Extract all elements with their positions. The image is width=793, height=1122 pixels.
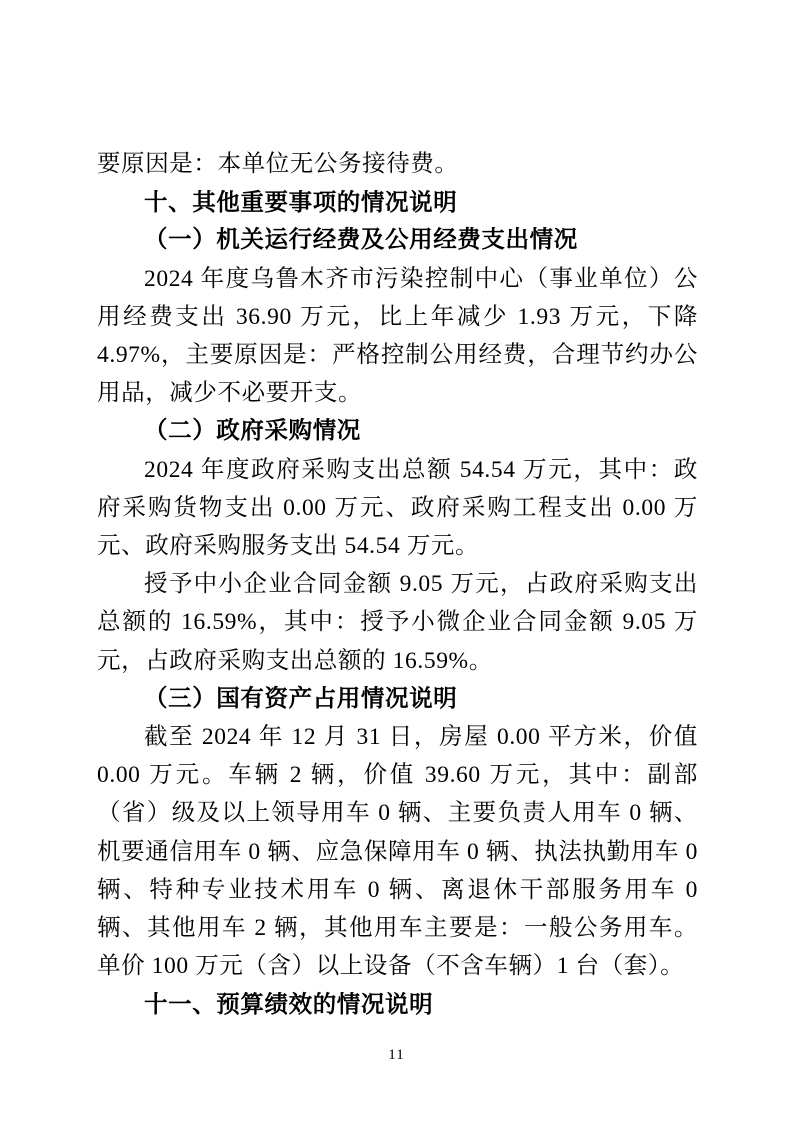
- paragraph-continuation: 要原因是：本单位无公务接待费。: [97, 151, 459, 177]
- paragraph-operating-expenses: 2024 年度乌鲁木齐市污染控制中心（事业单位）公用经费支出 36.90 万元，比上年减少 1.93 万元，下降 4.97%，主要原因是：严格控制公用经费，合理节约办公用品，减少不必要开支。: [97, 265, 698, 407]
- paragraph-state-assets: 截至 2024 年 12 月 31 日，房屋 0.00 平方米，价值 0.00 万元。车辆 2 辆，价值 39.60 万元，其中：副部（省）级及以上领导用车 0 辆、主要负责人用车 0 辆、机要通信用车 0 辆、应急保障用车 0 辆、执法执勤用车 0 辆、特种专业技术用车 0 辆、离退休干部服务用车 0 辆、其他用车 2 辆，其他用车主要是：一般公务用车。单价 100 万元（含）以上设备（不含车辆）1 台（套）。: [97, 724, 698, 980]
- subheading-agency-operating-expenses: （一）机关运行经费及公用经费支出情况: [144, 227, 578, 254]
- paragraph-procurement-total: 2024 年度政府采购支出总额 54.54 万元，其中：政府采购货物支出 0.00 万元、政府采购工程支出 0.00 万元、政府采购服务支出 54.54 万元。: [97, 456, 698, 560]
- heading-section-11: 十一、预算绩效的情况说明: [144, 991, 434, 1018]
- subheading-government-procurement: （二）政府采购情况: [144, 418, 361, 445]
- page-number: 11: [388, 1047, 405, 1063]
- document-body: [97, 145, 698, 1024]
- subheading-state-assets: （三）国有资产占用情况说明: [144, 685, 458, 712]
- paragraph-sme-contracts: 授予中小企业合同金额 9.05 万元，占政府采购支出总额的 16.59%，其中：授予小微企业合同金额 9.05 万元，占政府采购支出总额的 16.59%。: [97, 571, 698, 674]
- heading-section-10: 十、其他重要事项的情况说明: [144, 189, 458, 216]
